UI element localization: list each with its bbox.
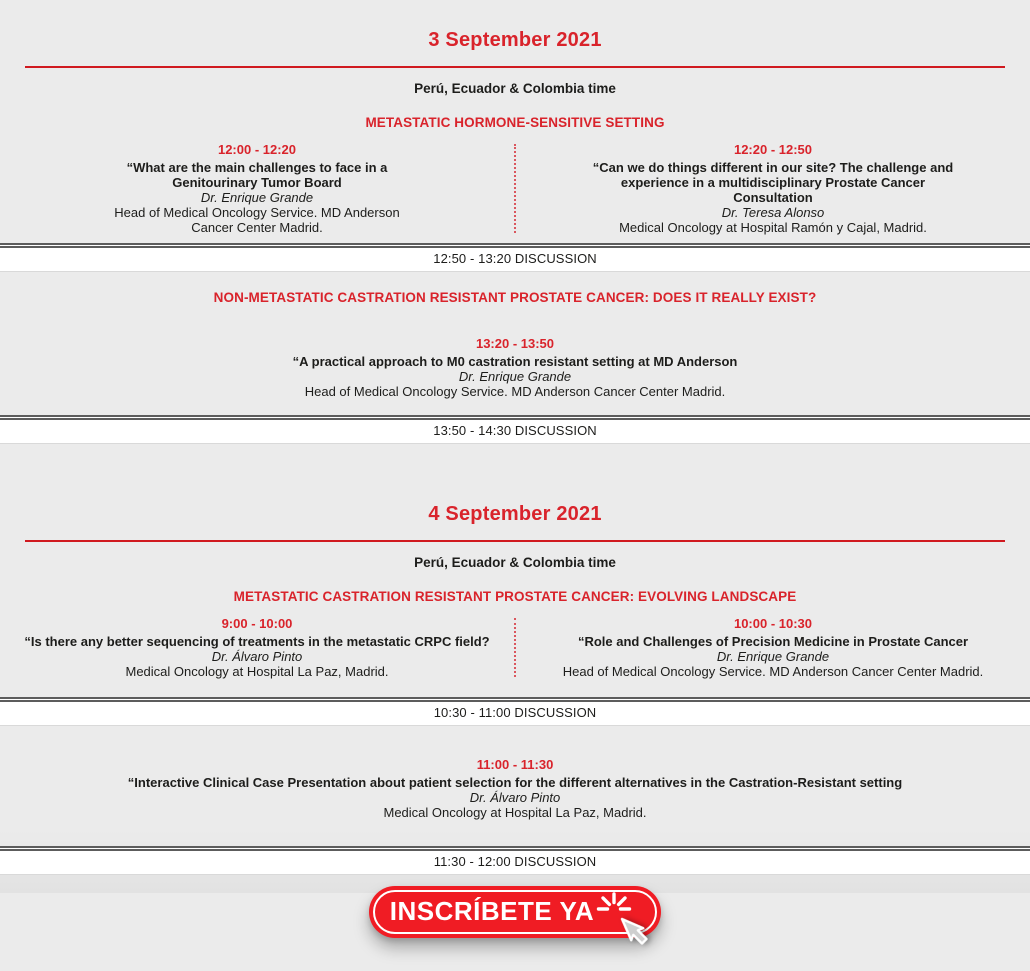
session-slot	[516, 142, 1030, 235]
session-time: 13:20 - 13:50	[475, 335, 555, 351]
session-row	[0, 142, 1030, 235]
session-slot	[0, 320, 1030, 399]
session-title: “What are the main challenges to face in a Genitourinary Tumor Board	[126, 159, 388, 190]
register-button-label: INSCRÍBETE YA	[389, 896, 595, 927]
discussion-label: 10:30 - 11:00 DISCUSSION	[433, 704, 597, 720]
session-title: “Is there any better sequencing of treatments in the metastatic CRPC field?	[24, 633, 490, 649]
session-slot	[0, 142, 514, 235]
cta-area	[0, 875, 1030, 938]
session-slot	[0, 741, 1030, 820]
session-speaker: Dr. Álvaro Pinto	[469, 789, 561, 805]
session-time: 12:20 - 12:50	[733, 141, 813, 157]
discussion-label: 12:50 - 13:20 DISCUSSION	[433, 250, 597, 266]
cursor-click-icon	[593, 893, 657, 971]
session-title: “Role and Challenges of Precision Medicine in Prostate Cancer	[577, 633, 969, 649]
discussion-bar	[0, 846, 1030, 875]
discussion-bar	[0, 697, 1030, 726]
session-title: “Interactive Clinical Case Presentation about patient selection for the different alternatives in the Castration-Resistant setting	[127, 774, 903, 790]
session-time: 9:00 - 10:00	[221, 615, 293, 631]
discussion-bar	[0, 243, 1030, 272]
timezone-label: Perú, Ecuador & Colombia time	[414, 80, 616, 96]
session-affiliation: Medical Oncology at Hospital La Paz, Madrid.	[383, 804, 647, 820]
session-time: 10:00 - 10:30	[733, 615, 813, 631]
day-2-agenda	[0, 457, 1030, 874]
day-title: 4 September 2021	[428, 503, 602, 526]
session-time: 12:00 - 12:20	[217, 141, 297, 157]
session-row	[0, 741, 1030, 820]
session-speaker: Dr. Teresa Alonso	[721, 204, 825, 220]
discussion-label: 13:50 - 14:30 DISCUSSION	[433, 422, 597, 438]
session-time: 11:00 - 11:30	[476, 756, 554, 772]
session-row	[0, 616, 1030, 679]
session-affiliation: Head of Medical Oncology Service. MD Anderson Cancer Center Madrid.	[562, 663, 984, 679]
section-heading: NON-METASTATIC CASTRATION RESISTANT PROSTATE CANCER: DOES IT REALLY EXIST?	[213, 289, 817, 305]
session-affiliation: Medical Oncology at Hospital La Paz, Madrid.	[125, 663, 389, 679]
section-heading: METASTATIC HORMONE-SENSITIVE SETTING	[365, 114, 665, 130]
day-title: 3 September 2021	[428, 29, 602, 52]
session-title: “Can we do things different in our site? The challenge and experience in a multidisciplinary Prostate Cancer Consultation	[592, 159, 954, 205]
session-title: “A practical approach to M0 castration resistant setting at MD Anderson	[292, 353, 738, 369]
timezone-label: Perú, Ecuador & Colombia time	[414, 554, 616, 570]
day-1-agenda	[0, 13, 1030, 443]
session-speaker: Dr. Enrique Grande	[458, 368, 572, 384]
session-affiliation: Medical Oncology at Hospital Ramón y Cajal, Madrid.	[619, 219, 927, 235]
register-button[interactable]	[369, 886, 661, 938]
session-slot	[0, 616, 514, 679]
session-affiliation: Head of Medical Oncology Service. MD Anderson Cancer Center Madrid.	[304, 383, 726, 399]
discussion-bar	[0, 415, 1030, 444]
section-heading: METASTATIC CASTRATION RESISTANT PROSTATE CANCER: EVOLVING LANDSCAPE	[233, 588, 797, 604]
session-speaker: Dr. Álvaro Pinto	[211, 648, 303, 664]
session-row	[0, 320, 1030, 399]
session-slot	[516, 616, 1030, 679]
day-title-rule	[25, 66, 1005, 68]
discussion-label: 11:30 - 12:00 DISCUSSION	[433, 853, 597, 869]
session-affiliation: Head of Medical Oncology Service. MD Anderson Cancer Center Madrid.	[114, 204, 400, 235]
session-speaker: Dr. Enrique Grande	[200, 189, 314, 205]
session-speaker: Dr. Enrique Grande	[716, 648, 830, 664]
day-title-rule	[25, 540, 1005, 542]
